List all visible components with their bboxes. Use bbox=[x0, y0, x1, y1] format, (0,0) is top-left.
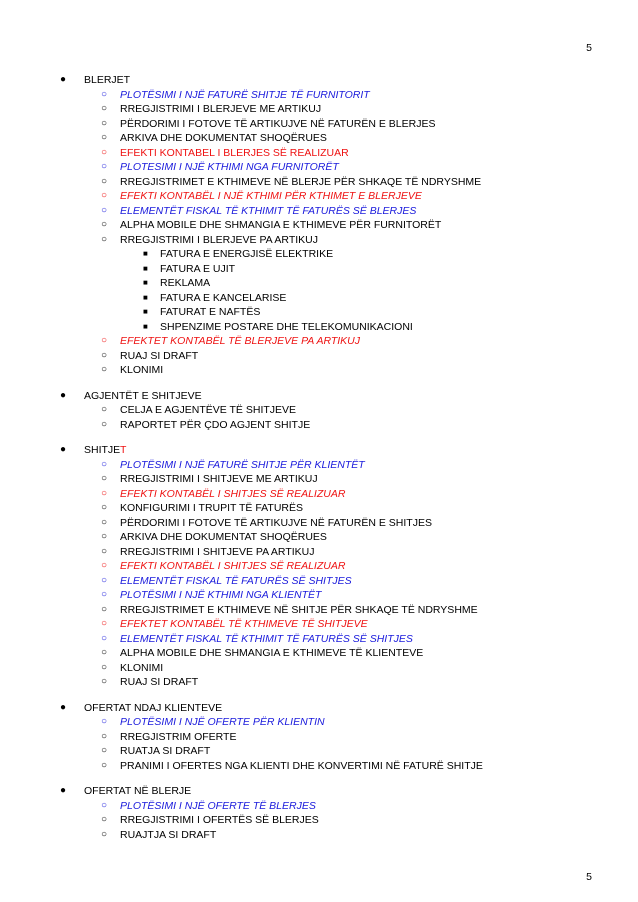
list-item-text: RREGJISTRIMET E KTHIMEVE NË SHITJE PËR SHKAQE TË NDRYSHME bbox=[120, 603, 478, 616]
bullet-marker: ● bbox=[60, 389, 67, 401]
sub-list-item-text: FATURA E UJIT bbox=[160, 262, 236, 275]
circle-marker: ○ bbox=[101, 745, 108, 756]
section-heading-text: OFERTAT NË BLERJE bbox=[84, 785, 192, 797]
list-item-text: RREGJISTRIMI I SHITJEVE ME ARTIKUJ bbox=[120, 473, 318, 485]
circle-marker: ○ bbox=[101, 473, 108, 484]
list-item-text: EFEKTI KONTABËL I SHITJES SË REALIZUAR bbox=[120, 487, 346, 500]
square-marker: ■ bbox=[143, 249, 148, 258]
circle-marker: ○ bbox=[101, 161, 108, 172]
bullet-marker: ● bbox=[60, 444, 67, 455]
circle-marker: ○ bbox=[101, 618, 108, 629]
list-item-text: ELEMENTËT FISKAL TË KTHIMIT TË FATURËS SË BLERJES bbox=[120, 204, 417, 217]
list-item-text: ALPHA MOBILE DHE SHMANGIA E KTHIMEVE PËR FURNITORËT bbox=[120, 219, 442, 231]
circle-marker: ○ bbox=[101, 349, 108, 361]
circle-marker: ○ bbox=[101, 404, 108, 415]
list-item-text: ARKIVA DHE DOKUMENTAT SHOQËRUES bbox=[120, 531, 327, 543]
circle-marker: ○ bbox=[101, 117, 108, 129]
list-item-text: KONFIGURIMI I TRUPIT TË FATURËS bbox=[120, 502, 303, 514]
circle-marker: ○ bbox=[101, 814, 108, 825]
list-item-text: RAPORTET PËR ÇDO AGJENT SHITJE bbox=[120, 418, 311, 431]
circle-marker: ○ bbox=[101, 88, 108, 100]
list-item-text: RUATJA SI DRAFT bbox=[120, 745, 211, 757]
circle-marker: ○ bbox=[101, 335, 108, 346]
circle-marker: ○ bbox=[101, 676, 108, 687]
circle-marker: ○ bbox=[101, 516, 108, 528]
list-item-text: RUAJTJA SI DRAFT bbox=[120, 828, 217, 841]
circle-marker: ○ bbox=[101, 146, 108, 158]
list-item-text: ELEMENTËT FISKAL TË KTHIMIT TË FATURËS SË SHITJES bbox=[120, 632, 413, 645]
list-item-text: RREGJISTRIMI I SHITJEVE PA ARTIKUJ bbox=[120, 545, 315, 558]
list-item-text: PLOTËSIMI I NJË OFERTE TË BLERJES bbox=[120, 799, 316, 812]
circle-marker: ○ bbox=[101, 661, 108, 673]
circle-marker: ○ bbox=[101, 132, 108, 143]
circle-marker: ○ bbox=[101, 418, 108, 430]
circle-marker: ○ bbox=[101, 603, 108, 615]
circle-marker: ○ bbox=[101, 190, 108, 201]
section-heading-text: OFERTAT NDAJ KLIENTEVE bbox=[84, 701, 223, 714]
circle-marker: ○ bbox=[101, 502, 108, 513]
circle-marker: ○ bbox=[101, 364, 108, 375]
list-item-text: ARKIVA DHE DOKUMENTAT SHOQËRUES bbox=[120, 132, 327, 144]
bullet-marker: ● bbox=[60, 74, 67, 85]
circle-marker: ○ bbox=[101, 759, 108, 771]
list-item-text: PLOTESIMI I NJË KTHIMI NGA FURNITORËT bbox=[120, 161, 339, 173]
list-item-text: RREGJISTRIMI I OFERTËS SË BLERJES bbox=[120, 814, 319, 826]
list-item-text: KLONIMI bbox=[120, 364, 164, 376]
square-marker: ■ bbox=[143, 278, 148, 287]
list-item-text: PLOTËSIMI I NJË FATURË SHITJE PËR KLIENTËT bbox=[120, 458, 365, 471]
page-number-bottom: 5 bbox=[586, 871, 592, 883]
list-item-text: CELJA E AGJENTËVE TË SHITJEVE bbox=[120, 404, 297, 416]
circle-marker: ○ bbox=[101, 589, 108, 600]
list-item-text: PËRDORIMI I FOTOVE TË ARTIKUJVE NË FATURËN E BLERJES bbox=[120, 117, 436, 130]
list-item-text: KLONIMI bbox=[120, 661, 164, 674]
sub-list-item-text: FATURA E ENERGJISË ELEKTRIKE bbox=[160, 248, 334, 260]
bullet-marker: ● bbox=[60, 785, 67, 796]
section-heading-text: SHITJE bbox=[84, 444, 121, 456]
list-item-text: PËRDORIMI I FOTOVE TË ARTIKUJVE NË FATURËN E SHITJES bbox=[120, 516, 432, 529]
circle-marker: ○ bbox=[101, 716, 108, 727]
sub-list-item-text: REKLAMA bbox=[160, 277, 211, 289]
circle-marker: ○ bbox=[101, 219, 108, 230]
sub-list-item-text: FATURA E KANCELARISE bbox=[160, 291, 287, 304]
circle-marker: ○ bbox=[101, 647, 108, 658]
list-item-text: PLOTËSIMI I NJË FATURË SHITJE TË FURNITORIT bbox=[120, 88, 370, 101]
list-item-text: RREGJISTRIMI I BLERJEVE PA ARTIKUJ bbox=[120, 233, 318, 246]
circle-marker: ○ bbox=[101, 560, 108, 571]
sub-list-item-text: SHPENZIME POSTARE DHE TELEKOMUNIKACIONI bbox=[160, 320, 413, 333]
circle-marker: ○ bbox=[101, 531, 108, 542]
section-heading-suffix: T bbox=[120, 444, 127, 456]
list-item-text: RREGJISTRIMI I BLERJEVE ME ARTIKUJ bbox=[120, 103, 322, 115]
bullet-marker: ● bbox=[60, 701, 67, 713]
circle-marker: ○ bbox=[101, 103, 108, 114]
page-number-top: 5 bbox=[586, 42, 592, 54]
circle-marker: ○ bbox=[101, 204, 108, 216]
list-item-text: EFEKTET KONTABËL TË KTHIMEVE TË SHITJEVE bbox=[120, 618, 368, 630]
square-marker: ■ bbox=[143, 263, 148, 273]
square-marker: ■ bbox=[143, 321, 148, 331]
sub-list-item-text: FATURAT E NAFTËS bbox=[160, 306, 261, 318]
list-item-text: RREGJISTRIM OFERTE bbox=[120, 730, 237, 743]
list-item-text: EFEKTI KONTABEL I BLERJES SË REALIZUAR bbox=[120, 146, 349, 159]
list-item-text: RREGJISTRIMET E KTHIMEVE NË BLERJE PËR SHKAQE TË NDRYSHME bbox=[120, 175, 482, 188]
circle-marker: ○ bbox=[101, 545, 108, 557]
list-item-text: ELEMENTËT FISKAL TË FATURËS SË SHITJES bbox=[120, 574, 352, 587]
list-item-text: RUAJ SI DRAFT bbox=[120, 349, 199, 362]
circle-marker: ○ bbox=[101, 730, 108, 742]
square-marker: ■ bbox=[143, 307, 148, 316]
list-item-text: EFEKTI KONTABËL I SHITJES SË REALIZUAR bbox=[120, 560, 346, 572]
circle-marker: ○ bbox=[101, 828, 108, 840]
circle-marker: ○ bbox=[101, 632, 108, 644]
list-item-text: PLOTËSIMI I NJË OFERTE PËR KLIENTIN bbox=[120, 716, 325, 728]
section-heading-text: BLERJET bbox=[84, 74, 131, 86]
circle-marker: ○ bbox=[101, 487, 108, 499]
list-item-text: EFEKTET KONTABËL TË BLERJEVE PA ARTIKUJ bbox=[120, 335, 361, 347]
circle-marker: ○ bbox=[101, 175, 108, 187]
list-item-text: ALPHA MOBILE DHE SHMANGIA E KTHIMEVE TË KLIENTEVE bbox=[120, 647, 424, 659]
circle-marker: ○ bbox=[101, 458, 108, 470]
list-item-text: PLOTËSIMI I NJË KTHIMI NGA KLIENTËT bbox=[120, 589, 322, 601]
circle-marker: ○ bbox=[101, 233, 108, 245]
list-item-text: PRANIMI I OFERTES NGA KLIENTI DHE KONVERTIMI NË FATURË SHITJE bbox=[120, 759, 483, 772]
square-marker: ■ bbox=[143, 292, 148, 302]
list-item-text: EFEKTI KONTABËL I NJË KTHIMI PËR KTHIMET E BLERJEVE bbox=[120, 190, 422, 202]
section-heading-text: AGJENTËT E SHITJEVE bbox=[84, 389, 202, 402]
list-item-text: RUAJ SI DRAFT bbox=[120, 676, 199, 688]
circle-marker: ○ bbox=[101, 574, 108, 586]
circle-marker: ○ bbox=[101, 799, 108, 811]
